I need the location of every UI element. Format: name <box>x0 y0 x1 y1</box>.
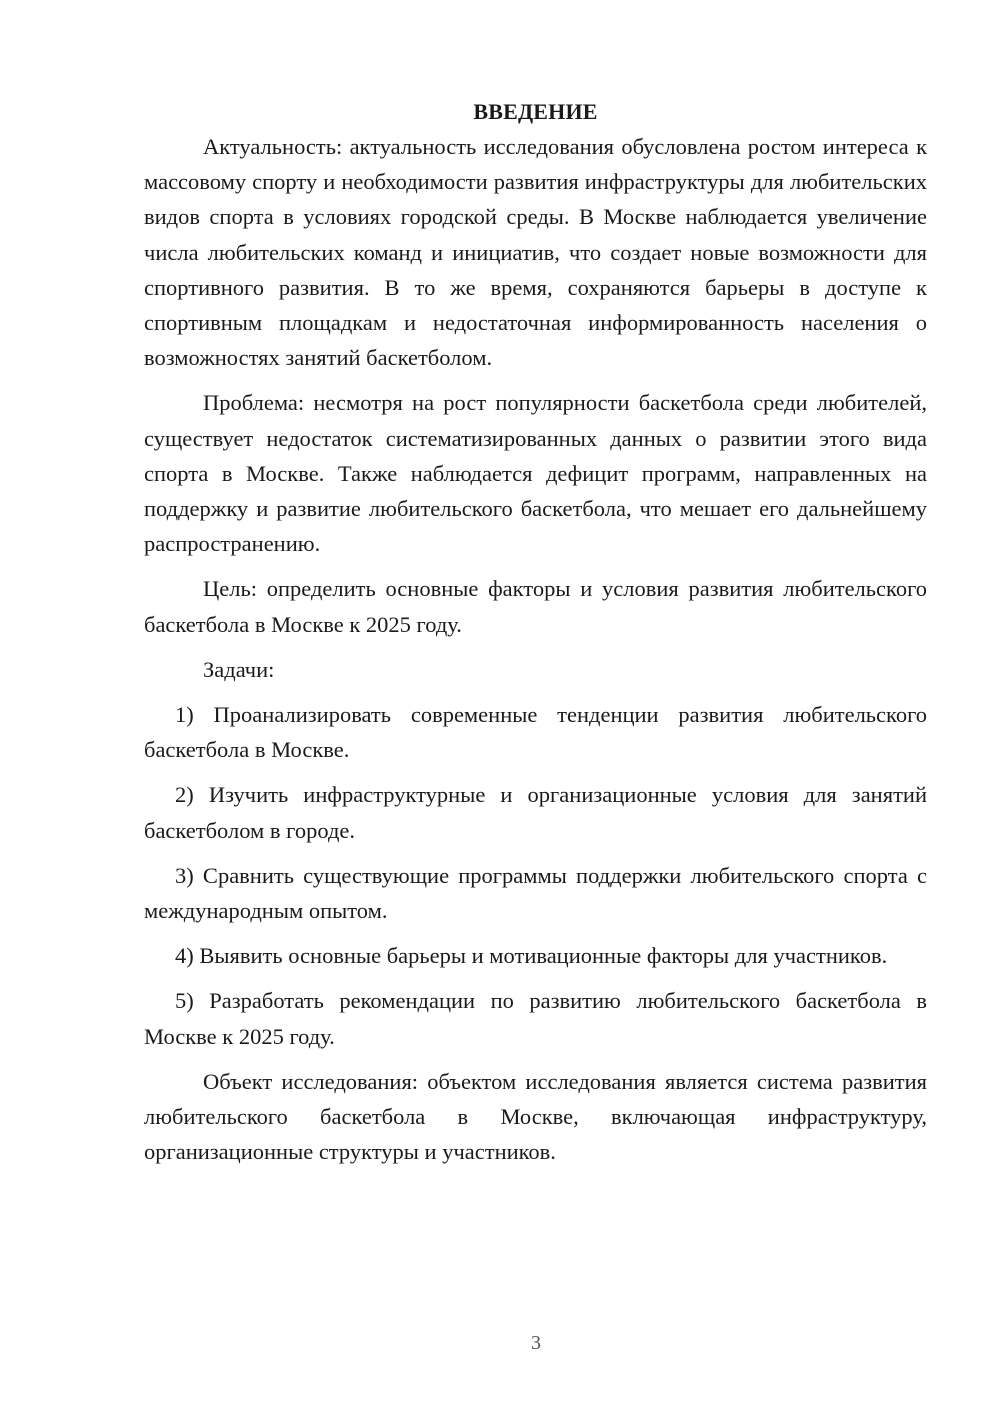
paragraph-goal: Цель: определить основные факторы и условия развития любительского баскетбола в Москве к 2025 году. <box>144 576 927 637</box>
paragraph-object: Объект исследования: объектом исследования является система развития любительского баскетбола в Москве, включающая инфраструктуру, организационные структуры и участников. <box>144 1068 927 1165</box>
task-item-1: 1) Проанализировать современные тенденции развития любительского баскетбола в Москве. <box>144 702 927 763</box>
tasks-label: Задачи: <box>203 656 275 682</box>
task-list <box>144 697 927 1054</box>
task-item-2: 2) Изучить инфраструктурные и организационные условия для занятий баскетболом в городе. <box>144 782 927 843</box>
task-item-3: 3) Сравнить существующие программы поддержки любительского спорта с международным опытом. <box>144 862 927 924</box>
paragraph-relevance: Актуальность: актуальность исследования обусловлена ростом интереса к массовому спорту и необходимости развития инфраструктуры для любительских видов спорта в условиях городской среды. В Москве наблюдается увеличение числа любительских команд и инициатив, что создает новые возможности для спортивного развития. В то же время, сохраняются барьеры в доступе к спортивным площадкам и недостаточная информированность населения о возможностях занятий баскетболом. <box>144 134 927 371</box>
task-item-5: 5) Разработать рекомендации по развитию любительского баскетбола в Москве к 2025 году. <box>144 988 927 1049</box>
page-number: 3 <box>531 1332 541 1354</box>
paragraph-problem: Проблема: несмотря на рост популярности баскетбола среди любителей, существует недостаток систематизированных данных о развитии этого вида спорта в Москве. Также наблюдается дефицит программ, направленных на поддержку и развитие любительского баскетбола, что мешает его дальнейшему распространению. <box>144 390 927 557</box>
task-item-4: 4) Выявить основные барьеры и мотивационные факторы для участников. <box>175 943 888 969</box>
section-heading: ВВЕДЕНИЕ <box>473 99 598 124</box>
page-content <box>144 94 927 1169</box>
